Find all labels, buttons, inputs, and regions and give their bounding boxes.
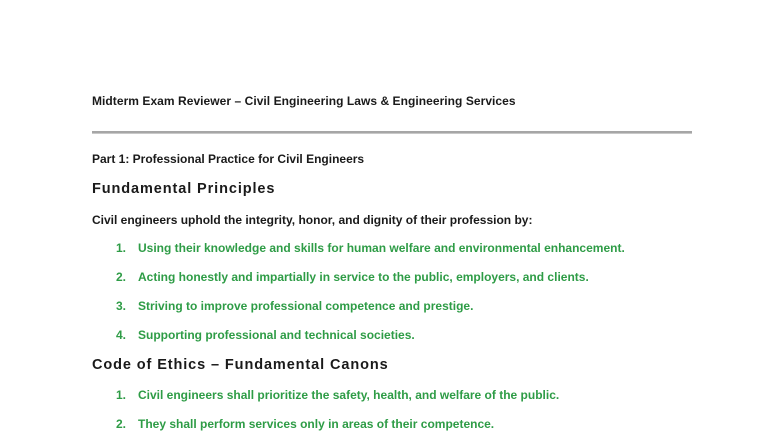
list-item-number: 2. bbox=[116, 270, 127, 284]
list-item-number: 2. bbox=[116, 417, 127, 431]
list-item-number: 1. bbox=[116, 241, 127, 255]
list-item bbox=[116, 299, 473, 313]
section-heading-fundamental-principles: Fundamental Principles bbox=[92, 181, 276, 197]
list-item-number: 4. bbox=[116, 328, 127, 342]
list-item-text: Striving to improve professional competence and prestige. bbox=[138, 299, 474, 313]
list-item bbox=[116, 388, 559, 402]
part-title: Part 1: Professional Practice for Civil Engineers bbox=[92, 152, 365, 166]
horizontal-divider bbox=[92, 131, 692, 134]
list-item-text: Civil engineers shall prioritize the safety, health, and welfare of the public. bbox=[138, 388, 560, 402]
list-item bbox=[116, 270, 589, 284]
list-item-text: They shall perform services only in areas of their competence. bbox=[138, 417, 495, 431]
list-item-text: Acting honestly and impartially in service to the public, employers, and clients. bbox=[138, 270, 589, 284]
list-item-number: 3. bbox=[116, 299, 127, 313]
list-item bbox=[116, 328, 415, 342]
list-item-text: Supporting professional and technical societies. bbox=[138, 328, 415, 342]
section-heading-code-of-ethics: Code of Ethics – Fundamental Canons bbox=[92, 357, 389, 373]
list-item bbox=[116, 417, 494, 431]
section-intro: Civil engineers uphold the integrity, honor, and dignity of their profession by: bbox=[92, 213, 533, 227]
list-item-text: Using their knowledge and skills for human welfare and environmental enhancement. bbox=[138, 241, 625, 255]
list-item-number: 1. bbox=[116, 388, 127, 402]
document-title: Midterm Exam Reviewer – Civil Engineering Laws & Engineering Services bbox=[92, 94, 516, 108]
list-item bbox=[116, 241, 625, 255]
